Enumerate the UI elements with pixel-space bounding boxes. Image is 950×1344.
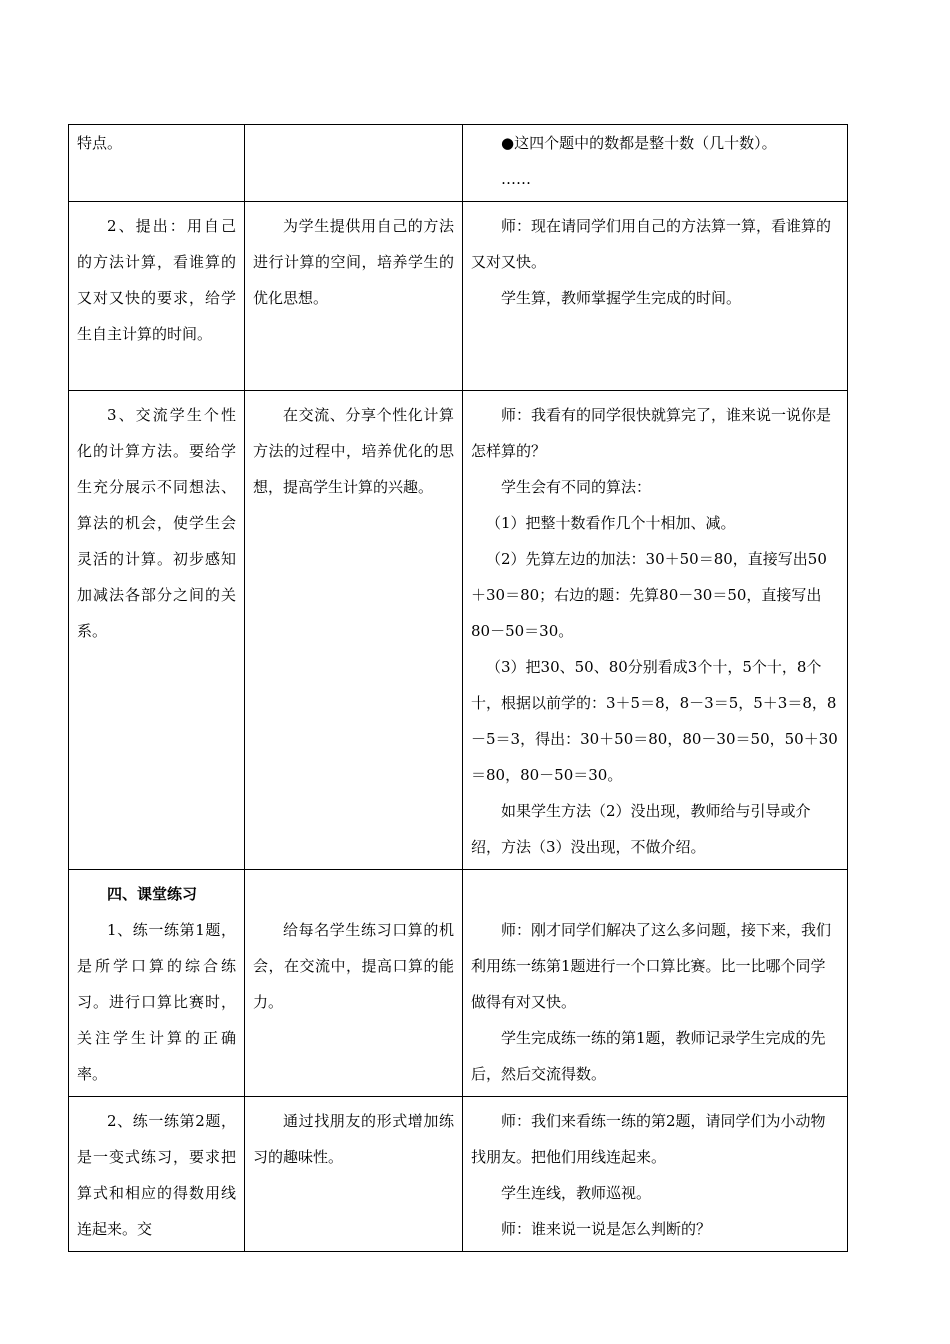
table-row: [69, 1097, 848, 1252]
activity-cell: [463, 202, 848, 391]
activity-text: 师：现在请同学们用自己的方法算一算，看谁算的又对又快。: [471, 217, 832, 271]
process-text: 2、练一练第2题，是一变式练习，要求把算式和相应的得数用线连起来。交: [77, 1112, 236, 1238]
intent-cell: [245, 1097, 463, 1252]
activity-text: 学生完成练一练的第1题，教师记录学生完成的先后，然后交流得数。: [471, 1029, 826, 1083]
activity-text: 师：谁来说一说是怎么判断的？: [501, 1220, 712, 1238]
process-text: 3、交流学生个性化的计算方法。要给学生充分展示不同想法、算法的机会，使学生会灵活的计算。初步感知加减法各部分之间的关系。: [77, 406, 236, 640]
activity-text: 师：我看有的同学很快就算完了，谁来说一说你是怎样算的？: [471, 406, 832, 460]
lesson-plan-table: [68, 124, 848, 1252]
activity-text: 师：我们来看练一练的第2题，请同学们为小动物找朋友。把他们用线连起来。: [471, 1112, 826, 1166]
process-text: 1、练一练第1题，是所学口算的综合练习。进行口算比赛时，关注学生计算的正确率。: [77, 921, 236, 1083]
activity-text: 学生算，教师掌握学生完成的时间。: [501, 289, 742, 307]
table-row: [69, 391, 848, 870]
intent-cell: [245, 391, 463, 870]
activity-text: 如果学生方法（2）没出现，教师给与引导或介绍，方法（3）没出现，不做介绍。: [471, 802, 811, 856]
intent-text: 在交流、分享个性化计算方法的过程中，培养优化的思想，提高学生计算的兴趣。: [253, 406, 454, 496]
intent-cell: [245, 202, 463, 391]
activity-text: 学生连线，教师巡视。: [501, 1184, 652, 1202]
table-row: [69, 202, 848, 391]
activity-text: 师：刚才同学们解决了这么多问题，接下来，我们利用练一练第1题进行一个口算比赛。比一比哪个同学做得有对又快。: [471, 921, 832, 1011]
table-row: [69, 870, 848, 1097]
intent-cell: [245, 870, 463, 1097]
process-text: 2、提出：用自己的方法计算，看谁算的又对又快的要求，给学生自主计算的时间。: [77, 217, 236, 343]
activity-cell: [463, 870, 848, 1097]
process-cell: [69, 202, 245, 391]
process-text: 特点。: [77, 134, 123, 152]
activity-text: （3）把30、50、80分别看成3个十，5个十，8个十，根据以前学的：3＋5＝8，8－3＝5，5＋3＝8，8－5＝3，得出：30＋50＝80，80－30＝50，50＋30＝80，80－50＝30。: [471, 658, 838, 784]
activity-cell: [463, 391, 848, 870]
intent-text: 给每名学生练习口算的机会，在交流中，提高口算的能力。: [253, 921, 454, 1011]
activity-cell: [463, 1097, 848, 1252]
table-row: [69, 125, 848, 202]
activity-text: ……: [501, 170, 531, 188]
process-cell: [69, 1097, 245, 1252]
activity-text: 学生会有不同的算法：: [501, 478, 652, 496]
process-cell: [69, 870, 245, 1097]
activity-text: ●这四个题中的数都是整十数（几十数）。: [501, 134, 777, 152]
intent-text: 为学生提供用自己的方法进行计算的空间，培养学生的优化思想。: [253, 217, 454, 307]
intent-text: 通过找朋友的形式增加练习的趣味性。: [253, 1112, 454, 1166]
process-cell: [69, 391, 245, 870]
process-cell: [69, 125, 245, 202]
activity-text: （1）把整十数看作几个十相加、减。: [486, 514, 736, 532]
section-heading: 四、课堂练习: [107, 885, 198, 903]
activity-cell: [463, 125, 848, 202]
activity-text: （2）先算左边的加法：30＋50＝80，直接写出50＋30＝80；右边的题：先算80－30＝50，直接写出80－50＝30。: [471, 550, 827, 640]
intent-cell: [245, 125, 463, 202]
